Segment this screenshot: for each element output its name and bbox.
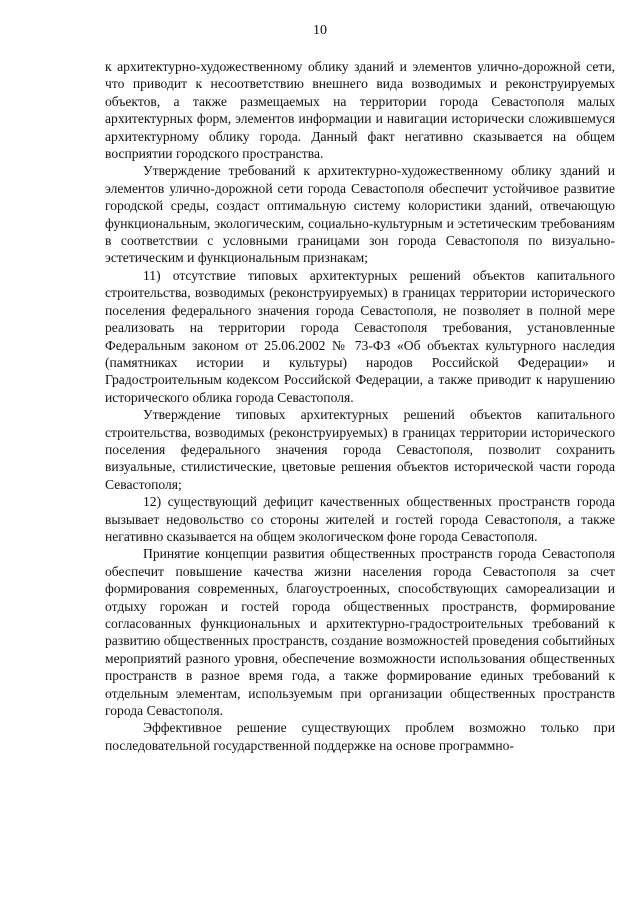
paragraph-4: Утверждение типовых архитектурных решений объектов капитального строительства, возводимых (реконструируемых) в границах территории исторического поселения федерального значения города Севастополя, позволит сохранить визуальные, стилистические, цветовые решения объектов исторической части города Севастополя; bbox=[105, 407, 615, 492]
paragraph-2: Утверждение требований к архитектурно-художественному облику зданий и элементов улично-дорожной сети города Севастополя обеспечит устойчивое развитие городской среды, создаст оптимальную систему колористики зданий, отвечающую функциональным, экологическим, социально-культурным и эстетическим требованиям в соответствии с условными границами зон города Севастополя по визуально-эстетическим и функциональным признакам; bbox=[105, 163, 615, 266]
paragraph-5: 12) существующий дефицит качественных общественных пространств города вызывает недовольство со стороны жителей и гостей города Севастополя, а также негативно сказывается на общем экологическом фоне города Севастополя. bbox=[105, 494, 615, 544]
page-number: 10 bbox=[313, 23, 327, 38]
paragraph-1: к архитектурно-художественному облику зданий и элементов улично-дорожной сети, что приводит к несоответствию внешнего вида возводимых и реконструируемых объектов, а также размещаемых на территории города Севастополя малых архитектурных форм, элементов информации и навигации исторически сложившемуся архитектурному облику города. Данный факт негативно сказывается на общем восприятии городского пространства. bbox=[105, 59, 615, 162]
document-body bbox=[105, 58, 615, 754]
paragraph-3: 11) отсутствие типовых архитектурных решений объектов капитального строительства, возводимых (реконструируемых) в границах территории исторического поселения федерального значения города Севастополя, не позволяет в полной мере реализовать на территории города Севастополя требования, установленные Федеральным законом от 25.06.2002 № 73-ФЗ «Об объектах культурного наследия (памятниках истории и культуры) народов Российской Федерации» и Градостроительным кодексом Российской Федерации, а также приводит к нарушению исторического облика города Севастополя. bbox=[105, 267, 615, 405]
paragraph-6: Принятие концепции развития общественных пространств города Севастополя обеспечит повышение качества жизни населения города Севастополя за счет формирования современных, благоустроенных, способствующих самореализации и отдыху горожан и гостей города общественных пространств, формирование согласованных функциональных и архитектурно-градостроительных требований к развитию общественных пространств, создание возможностей проведения событийных мероприятий разного уровня, обеспечение возможности использования общественных пространств в разное время года, а также формирование единых требований к отдельным элементам, используемым при организации общественных пространств города Севастополя. bbox=[105, 546, 615, 719]
paragraph-7: Эффективное решение существующих проблем возможно только при последовательной государственной поддержке на основе программно- bbox=[105, 720, 615, 753]
